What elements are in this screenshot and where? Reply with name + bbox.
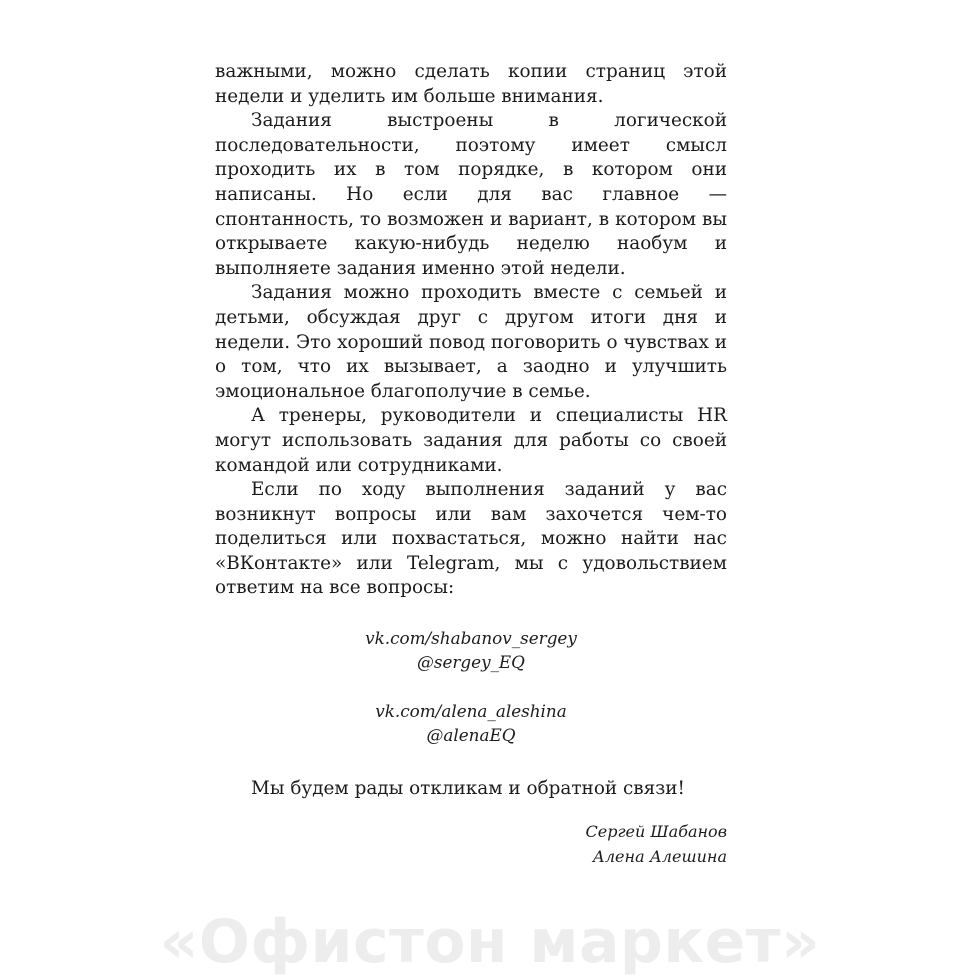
signature-block [215,819,727,869]
signature-author-2: Алена Алешина [592,847,727,867]
telegram-handle-alena[interactable]: @alenaEQ [426,725,516,746]
closing-line: Мы будем рады откликам и обратной связи! [251,778,685,800]
store-watermark: «Офистон маркет» [159,907,821,977]
paragraph-2: Задания выстроены в логической последовательности, поэтому имеет смысл проходить их в том порядке, в котором они написаны. Но если для вас главное — спонтанность, то возможен и вариант, в котором вы открываете какую-нибудь неделю наобум и выполняете задания именно этой недели. [215,110,727,279]
paragraph-1: важными, можно сделать копии страниц этой недели и уделить им больше внимания. [215,61,727,107]
vk-link-sergey[interactable]: vk.com/shabanov_sergey [365,628,577,649]
paragraph-3: Задания можно проходить вместе с семьей и детьми, обсуждая друг с другом итоги дня и недели. Это хороший повод поговорить о чувствах и о том, что их вызывает, а заодно и улучшить эмоциональное благополучие в семье. [215,282,727,402]
contact-group-sergey [215,626,727,674]
contact-group-alena [215,699,727,747]
telegram-handle-sergey[interactable]: @sergey_EQ [417,652,525,673]
paragraph-5: Если по ходу выполнения заданий у вас возникнут вопросы или вам захочется чем-то поделиться или похвастаться, можно найти нас «ВКонтакте» или Telegram, мы с удовольствием ответим на все вопросы: [215,479,727,599]
paragraph-4: А тренеры, руководители и специалисты HR могут использовать задания для работы со своей командой или сотрудниками. [215,405,727,476]
vk-link-alena[interactable]: vk.com/alena_aleshina [375,701,567,722]
signature-author-1: Сергей Шабанов [585,822,727,842]
page-text-block [215,60,727,869]
